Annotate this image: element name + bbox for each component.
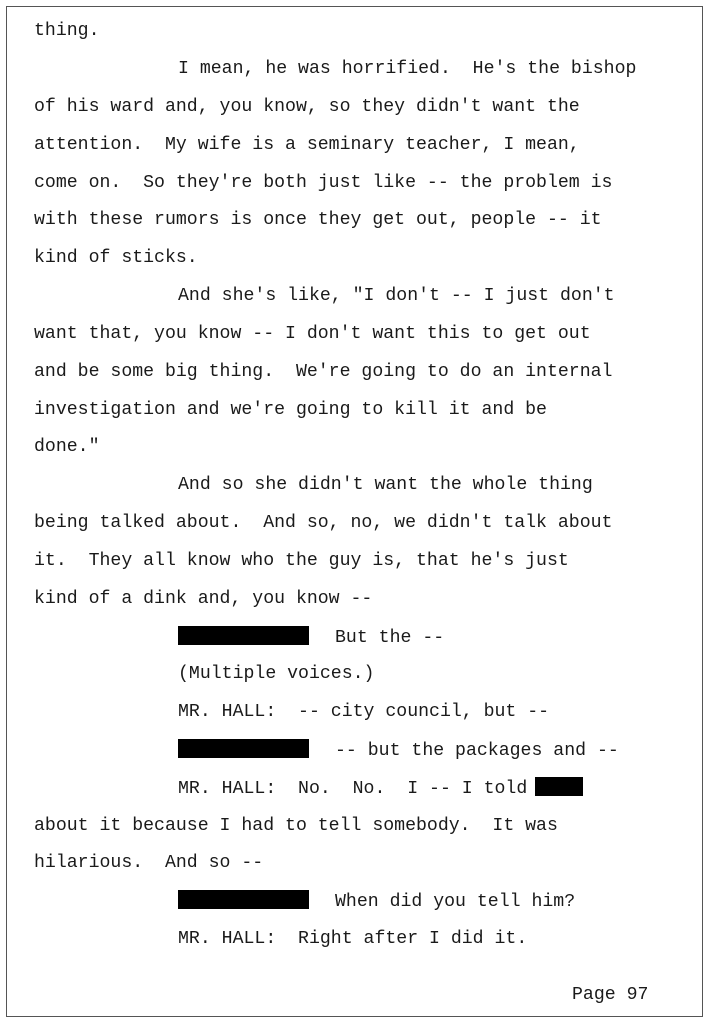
- transcript-line: attention. My wife is a seminary teacher, I mean,: [34, 135, 580, 155]
- redaction-bar: [178, 890, 309, 909]
- transcript-line-text: But the --: [335, 628, 445, 648]
- transcript-line-text: -- but the packages and --: [335, 741, 619, 761]
- transcript-line: investigation and we're going to kill it and be: [34, 400, 547, 420]
- transcript-line: kind of a dink and, you know --: [34, 589, 373, 609]
- redaction-bar: [178, 739, 309, 758]
- transcript-line-with-redaction: [178, 777, 583, 800]
- transcript-line: hilarious. And so --: [34, 853, 264, 873]
- transcript-line: MR. HALL: -- city council, but --: [178, 702, 550, 722]
- transcript-line: I mean, he was horrified. He's the bishop: [178, 59, 637, 79]
- transcript-line: with these rumors is once they get out, people -- it: [34, 210, 602, 230]
- transcript-line: kind of sticks.: [34, 248, 198, 268]
- transcript-line: it. They all know who the guy is, that he's just: [34, 551, 569, 571]
- transcript-line: And so she didn't want the whole thing: [178, 475, 593, 495]
- transcript-line-redacted-speaker: [178, 739, 619, 762]
- redaction-bar: [178, 626, 309, 645]
- transcript-line-redacted-speaker: [178, 890, 575, 913]
- transcript-line: being talked about. And so, no, we didn't talk about: [34, 513, 613, 533]
- transcript-line-text: When did you tell him?: [335, 892, 576, 912]
- transcript-line: (Multiple voices.): [178, 664, 375, 684]
- transcript-line: about it because I had to tell somebody. It was: [34, 816, 558, 836]
- transcript-line: and be some big thing. We're going to do an internal: [34, 362, 613, 382]
- transcript-line-text: MR. HALL: No. No. I -- I told: [178, 779, 528, 799]
- page-number: Page 97: [572, 985, 649, 1005]
- transcript-line: done.": [34, 437, 100, 457]
- transcript-line: And she's like, "I don't -- I just don't: [178, 286, 615, 306]
- transcript-line: MR. HALL: Right after I did it.: [178, 929, 528, 949]
- transcript-line: want that, you know -- I don't want this to get out: [34, 324, 591, 344]
- transcript-line-redacted-speaker: [178, 626, 444, 649]
- transcript-line: of his ward and, you know, so they didn't want the: [34, 97, 580, 117]
- transcript-line: come on. So they're both just like -- the problem is: [34, 173, 613, 193]
- redaction-bar: [535, 777, 583, 796]
- transcript-line: thing.: [34, 21, 100, 41]
